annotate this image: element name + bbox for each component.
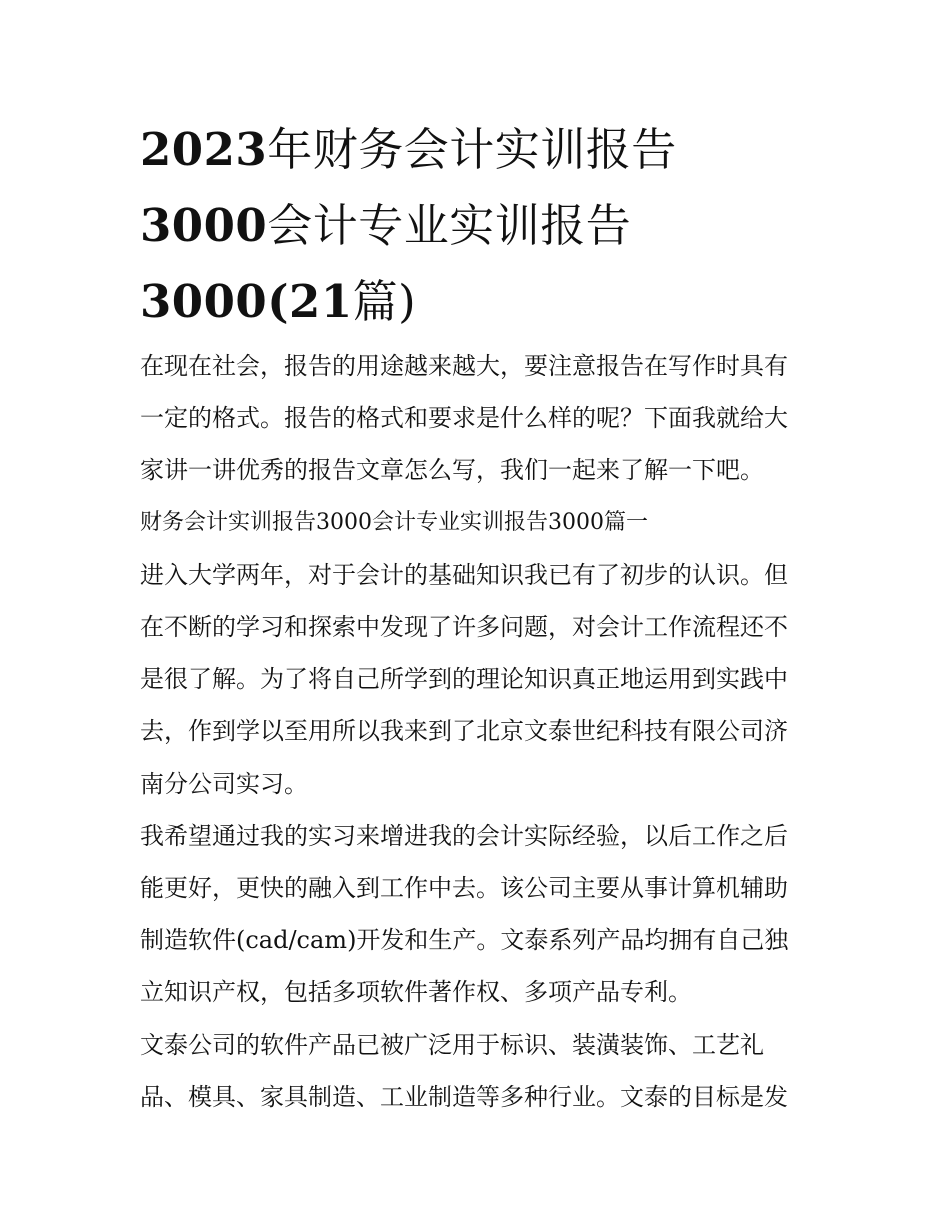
paragraph-line: 在不断的学习和探索中发现了许多问题，对会计工作流程还不 xyxy=(140,613,788,642)
title-line xyxy=(140,112,816,188)
document-title xyxy=(140,112,816,340)
paragraph-line: 在现在社会，报告的用途越来越大，要注意报告在写作时具有 xyxy=(140,352,788,380)
title-line xyxy=(140,188,816,264)
paragraph-line: 文泰公司的软件产品已被广泛用于标识、装潢装饰、工艺礼 xyxy=(140,1030,764,1059)
paragraph-line: 制造软件(cad/cam)开发和生产。文泰系列产品均拥有自己独 xyxy=(140,926,789,955)
body-paragraph xyxy=(140,549,816,810)
paragraph-line: 一定的格式。报告的格式和要求是什么样的呢？下面我就给大 xyxy=(140,404,788,433)
section-heading xyxy=(140,497,816,549)
title-line-number: 3000(21 xyxy=(140,275,353,328)
title-line-text: 会计专业实训报告 xyxy=(267,199,632,252)
paragraph-line: 是很了解。为了将自己所学到的理论知识真正地运用到实践中 xyxy=(140,665,788,694)
paragraph-line: 我希望通过我的实习来增进我的会计实际经验，以后工作之后 xyxy=(140,821,788,850)
title-line xyxy=(140,264,816,340)
paragraph-line: 家讲一讲优秀的报告文章怎么写，我们一起来了解一下吧。 xyxy=(140,456,764,485)
paragraph-line: 进入大学两年，对于会计的基础知识我已有了初步的认识。但 xyxy=(140,560,788,589)
paragraph-line: 立知识产权，包括多项软件著作权、多项产品专利。 xyxy=(140,978,692,1007)
paragraph-line: 南分公司实习。 xyxy=(140,769,308,798)
paragraph-line: 财务会计实训报告3000会计专业实训报告3000篇一 xyxy=(140,509,648,535)
document-body xyxy=(140,340,816,1123)
body-paragraph xyxy=(140,810,816,1019)
body-paragraph xyxy=(140,1019,816,1123)
paragraph-line: 品、模具、家具制造、工业制造等多种行业。文泰的目标是发 xyxy=(140,1082,788,1111)
title-line-text: 篇) xyxy=(352,275,417,328)
document-content xyxy=(140,112,816,1123)
paragraph-line: 去，作到学以至用所以我来到了北京文泰世纪科技有限公司济 xyxy=(140,717,788,746)
title-line-number: 3000 xyxy=(140,199,268,252)
body-paragraph xyxy=(140,340,816,497)
title-line-text: 年财务会计实训报告 xyxy=(267,123,677,176)
paragraph-line: 能更好，更快的融入到工作中去。该公司主要从事计算机辅助 xyxy=(140,874,788,903)
title-line-number: 2023 xyxy=(140,123,268,176)
